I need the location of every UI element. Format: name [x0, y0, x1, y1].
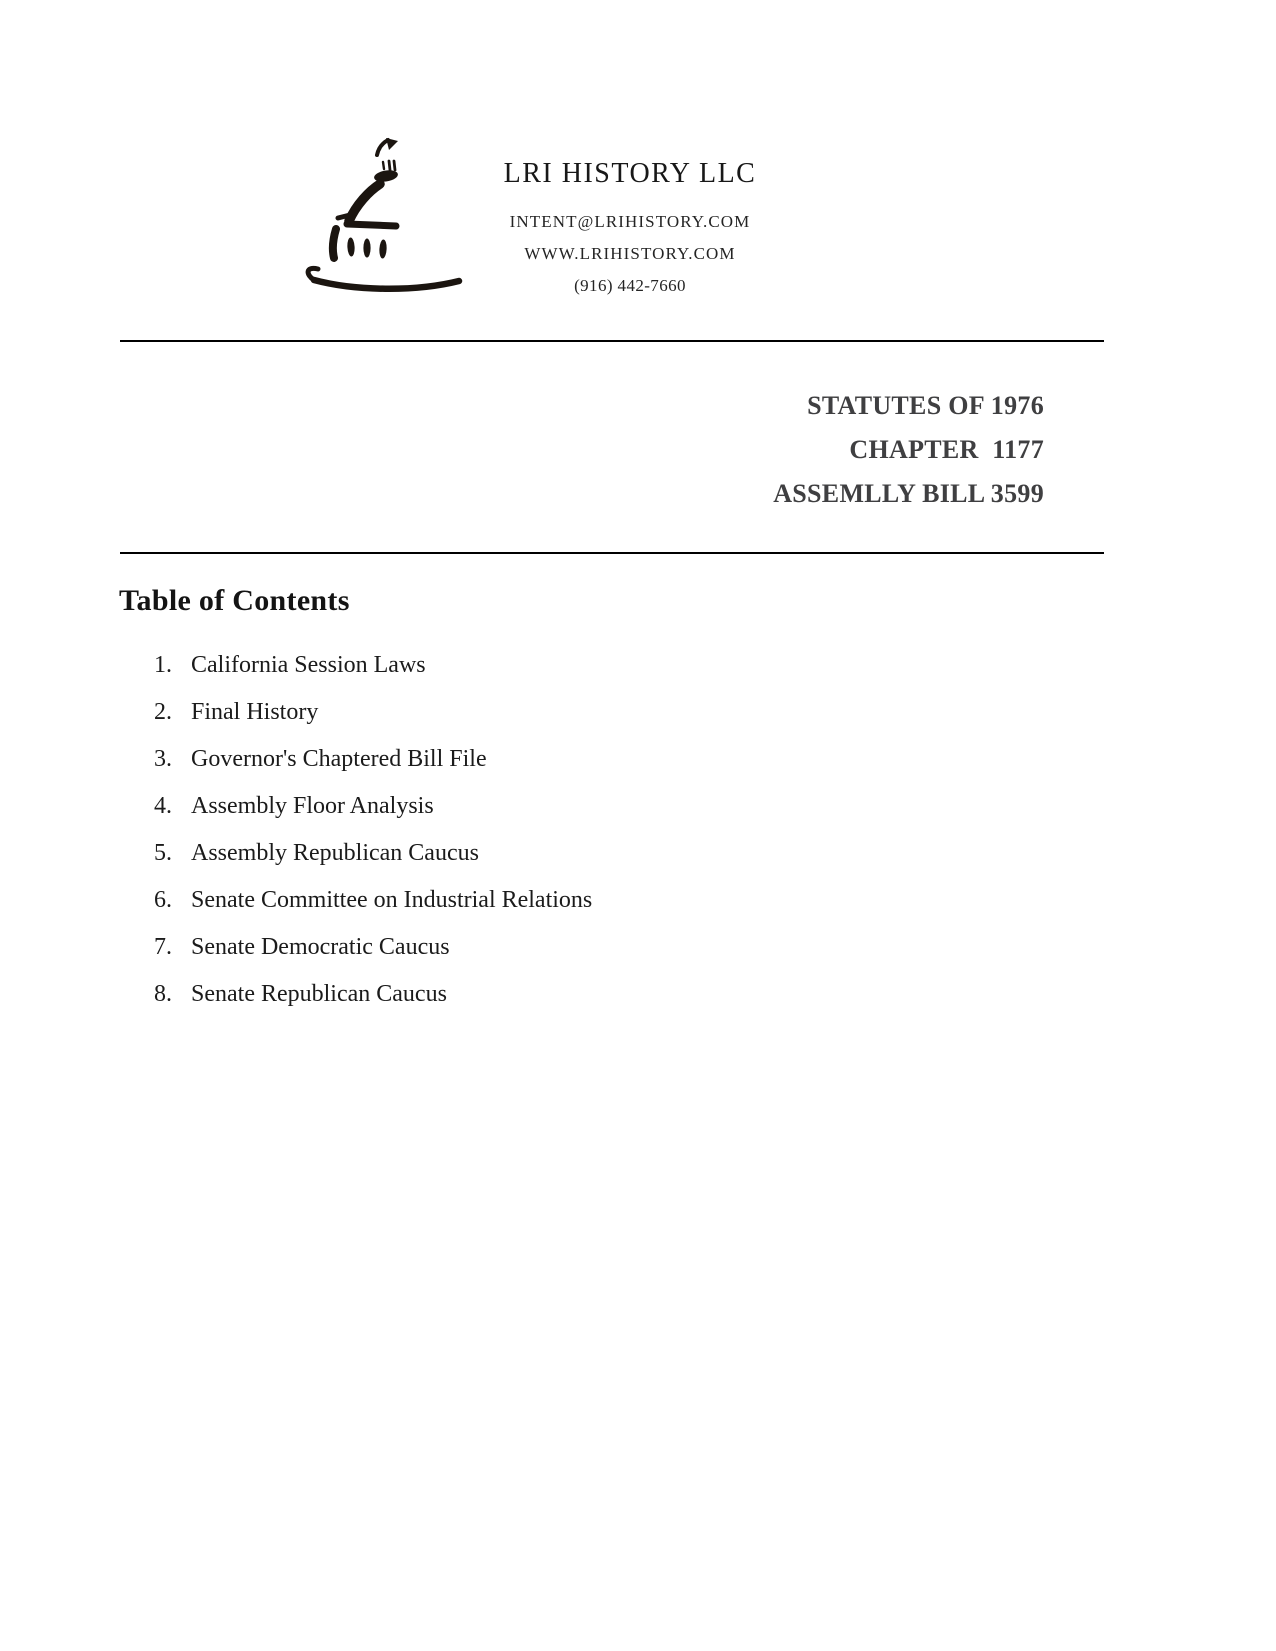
toc-item [120, 652, 1020, 699]
company-website: WWW.LRIHISTORY.COM [524, 244, 736, 263]
toc-item [120, 934, 1020, 981]
company-name: LRI HISTORY LLC [503, 158, 757, 189]
toc-item [120, 981, 1020, 1028]
toc-item-number: 8. [154, 981, 172, 1007]
toc-list [120, 652, 1020, 1028]
toc-item-number: 6. [154, 887, 172, 913]
toc-item-number: 7. [154, 934, 172, 960]
company-email: INTENT@LRIHISTORY.COM [509, 212, 751, 231]
divider-top [120, 340, 1104, 342]
toc-item [120, 840, 1020, 887]
company-logo [293, 128, 465, 306]
toc-item-number: 1. [154, 652, 172, 678]
toc-title: Table of Contents [119, 584, 350, 617]
bill-reference-block [773, 384, 1044, 516]
toc-item-label: California Session Laws [191, 652, 426, 678]
toc-item-label: Assembly Republican Caucus [191, 840, 479, 866]
company-info [478, 158, 782, 302]
toc-item-number: 5. [154, 840, 172, 866]
statutes-line: STATUTES OF 1976 [807, 391, 1044, 420]
toc-item-label: Senate Committee on Industrial Relations [191, 887, 593, 913]
toc-item-label: Governor's Chaptered Bill File [191, 746, 487, 772]
toc-item [120, 793, 1020, 840]
assembly-bill-line: ASSEMLLY BILL 3599 [773, 479, 1044, 508]
toc-item [120, 746, 1020, 793]
toc-item-number: 2. [154, 699, 172, 725]
company-phone: (916) 442-7660 [574, 276, 686, 295]
toc-item-label: Assembly Floor Analysis [191, 793, 434, 819]
toc-item-label: Final History [191, 699, 319, 725]
capitol-dome-sketch-icon [293, 128, 465, 306]
chapter-line: CHAPTER 1177 [849, 435, 1044, 464]
toc-item-number: 3. [154, 746, 172, 772]
toc-item [120, 887, 1020, 934]
toc-item-label: Senate Republican Caucus [191, 981, 447, 1007]
toc-item [120, 699, 1020, 746]
toc-item-number: 4. [154, 793, 172, 819]
divider-bottom [120, 552, 1104, 554]
toc-item-label: Senate Democratic Caucus [191, 934, 450, 960]
